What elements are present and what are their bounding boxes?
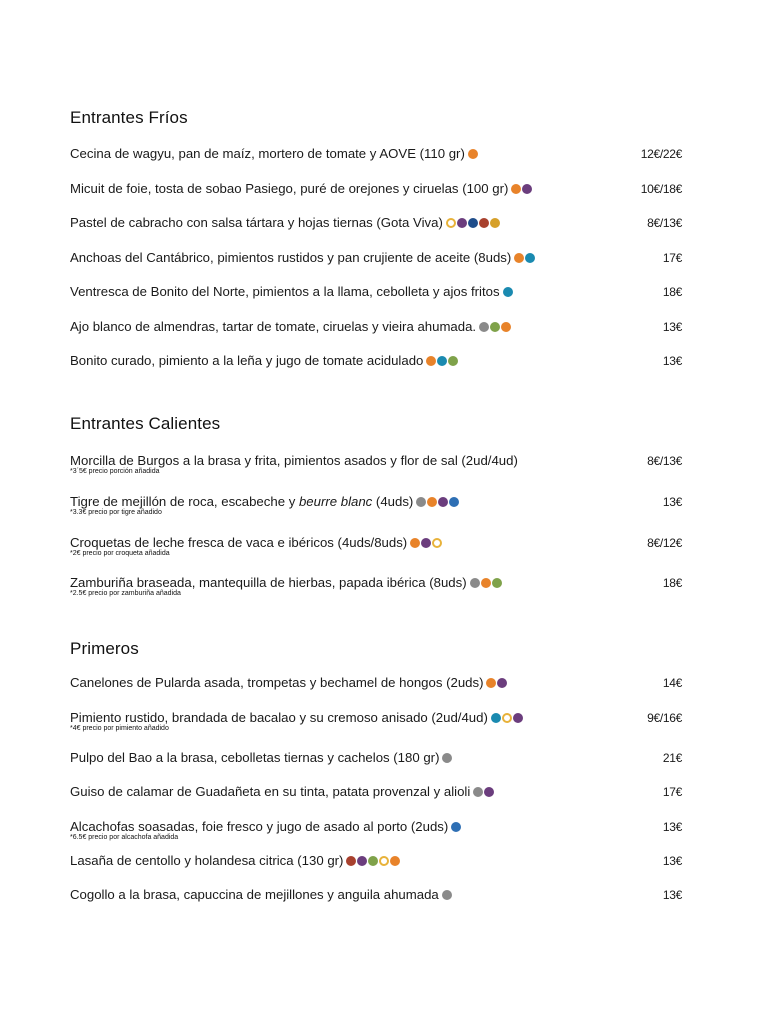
item-description [70, 284, 513, 300]
yellow-allergen-icon [446, 218, 456, 228]
menu-item [70, 353, 682, 369]
item-price: 8€/12€ [647, 536, 682, 550]
item-note: *6.5€ precio por alcachofa añadida [70, 834, 179, 841]
yellow-allergen-icon [432, 538, 442, 548]
purple-allergen-icon [513, 713, 523, 723]
allergen-icons [514, 253, 535, 263]
orange-allergen-icon [426, 356, 436, 366]
item-price: 13€ [662, 820, 682, 834]
menu-item [70, 181, 682, 197]
allergen-icons [470, 578, 502, 588]
allergen-icons [346, 856, 400, 866]
item-name: Tigre de mejillón de roca, escabeche y [70, 494, 299, 509]
red-allergen-icon [346, 856, 356, 866]
item-price: 10€/18€ [640, 182, 682, 196]
purple-allergen-icon [438, 497, 448, 507]
item-description [70, 675, 507, 691]
gray-allergen-icon [479, 322, 489, 332]
allergen-icons [416, 497, 459, 507]
item-description [70, 181, 532, 197]
item-description [70, 784, 494, 800]
item-line [70, 853, 682, 869]
item-note: *3.3€ precio por tigre añadido [70, 509, 162, 516]
item-description [70, 887, 452, 903]
item-line [70, 319, 682, 335]
item-name: Guiso de calamar de Guadañeta en su tinta, patata provenzal y alioli [70, 784, 471, 799]
item-name: Zamburiña braseada, mantequilla de hierbas, papada ibérica (8uds) [70, 575, 467, 590]
item-price: 12€/22€ [640, 147, 682, 161]
item-name: Ajo blanco de almendras, tartar de tomate, ciruelas y vieira ahumada. [70, 319, 477, 334]
blue-dark-allergen-icon [468, 218, 478, 228]
gray-allergen-icon [473, 787, 483, 797]
item-name: Anchoas del Cantábrico, pimientos rustidos y pan crujiente de aceite (8uds) [70, 250, 512, 265]
menu-item [70, 819, 682, 842]
item-note: *2€ precio por croqueta añadida [70, 550, 170, 557]
teal-allergen-icon [525, 253, 535, 263]
menu-item [70, 535, 682, 558]
item-name: Pimiento rustido, brandada de bacalao y su cremoso anisado (2ud/4ud) [70, 710, 488, 725]
allergen-icons [426, 356, 458, 366]
item-name: Alcachofas soasadas, foie fresco y jugo de asado al porto (2uds) [70, 819, 449, 834]
orange-allergen-icon [501, 322, 511, 332]
item-price: 13€ [662, 888, 682, 902]
item-line [70, 215, 682, 231]
item-price: 21€ [662, 751, 682, 765]
orange-allergen-icon [481, 578, 491, 588]
blue-allergen-icon [449, 497, 459, 507]
ochre-allergen-icon [490, 218, 500, 228]
gray-allergen-icon [442, 890, 452, 900]
orange-allergen-icon [410, 538, 420, 548]
item-price: 17€ [662, 251, 682, 265]
item-description [70, 710, 523, 726]
item-price: 8€/13€ [647, 454, 682, 468]
item-price: 18€ [662, 285, 682, 299]
blue-allergen-icon [451, 822, 461, 832]
item-name: Croquetas de leche fresca de vaca e ibéricos (4uds/8uds) [70, 535, 408, 550]
orange-allergen-icon [427, 497, 437, 507]
menu-item [70, 453, 682, 476]
item-description [70, 853, 400, 869]
menu-item [70, 494, 682, 517]
item-price: 14€ [662, 676, 682, 690]
menu-item [70, 853, 682, 869]
purple-allergen-icon [522, 184, 532, 194]
item-price: 13€ [662, 854, 682, 868]
item-description [70, 819, 461, 835]
menu-item [70, 784, 682, 800]
purple-allergen-icon [497, 678, 507, 688]
purple-allergen-icon [457, 218, 467, 228]
menu-item [70, 284, 682, 300]
item-price: 8€/13€ [647, 216, 682, 230]
item-name: Canelones de Pularda asada, trompetas y bechamel de hongos (2uds) [70, 675, 484, 690]
yellow-allergen-icon [502, 713, 512, 723]
green-allergen-icon [490, 322, 500, 332]
purple-allergen-icon [357, 856, 367, 866]
green-allergen-icon [492, 578, 502, 588]
purple-allergen-icon [421, 538, 431, 548]
item-line [70, 494, 682, 510]
allergen-icons [511, 184, 532, 194]
orange-allergen-icon [486, 678, 496, 688]
item-note: *3´5€ precio porción añadida [70, 468, 160, 475]
item-name-italic: beurre blanc [298, 494, 373, 509]
orange-allergen-icon [390, 856, 400, 866]
item-price: 13€ [662, 495, 682, 509]
allergen-icons [442, 890, 452, 900]
item-name-tail: (4uds) [372, 494, 414, 509]
item-line [70, 535, 682, 551]
item-note: *2.5€ precio por zamburiña añadida [70, 590, 181, 597]
allergen-icons [451, 822, 461, 832]
green-allergen-icon [368, 856, 378, 866]
item-description [70, 575, 502, 591]
item-line [70, 675, 682, 691]
allergen-icons [473, 787, 494, 797]
allergen-icons [503, 287, 513, 297]
item-line [70, 284, 682, 300]
item-description [70, 535, 442, 551]
item-name: Cecina de wagyu, pan de maíz, mortero de tomate y AOVE (110 gr) [70, 146, 465, 161]
item-price: 17€ [662, 785, 682, 799]
allergen-icons [410, 538, 442, 548]
menu-item [70, 710, 682, 733]
allergen-icons [479, 322, 511, 332]
section-title-entrantes-calientes: Entrantes Calientes [70, 414, 221, 433]
menu-item [70, 675, 682, 691]
item-description [70, 353, 458, 369]
item-name: Micuit de foie, tosta de sobao Pasiego, puré de orejones y ciruelas (100 gr) [70, 181, 509, 196]
teal-allergen-icon [437, 356, 447, 366]
item-line [70, 819, 682, 835]
purple-allergen-icon [484, 787, 494, 797]
allergen-icons [486, 678, 507, 688]
orange-allergen-icon [511, 184, 521, 194]
item-description [70, 215, 500, 231]
item-description [70, 453, 518, 469]
menu-item [70, 250, 682, 266]
menu-item [70, 146, 682, 162]
item-line [70, 750, 682, 766]
item-price: 13€ [662, 354, 682, 368]
item-name: Cogollo a la brasa, capuccina de mejillones y anguila ahumada [70, 887, 439, 902]
item-price: 9€/16€ [647, 711, 682, 725]
item-description [70, 319, 511, 335]
item-name: Pastel de cabracho con salsa tártara y hojas tiernas (Gota Viva) [70, 215, 443, 230]
gray-allergen-icon [470, 578, 480, 588]
item-price: 13€ [662, 320, 682, 334]
teal-allergen-icon [491, 713, 501, 723]
allergen-icons [491, 713, 523, 723]
orange-allergen-icon [468, 149, 478, 159]
item-line [70, 710, 682, 726]
section-title-primeros: Primeros [70, 639, 139, 658]
item-name: Bonito curado, pimiento a la leña y jugo de tomate acidulado [70, 353, 424, 368]
item-line [70, 784, 682, 800]
allergen-icons [468, 149, 478, 159]
allergen-icons [442, 753, 452, 763]
item-price: 18€ [662, 576, 682, 590]
item-line [70, 353, 682, 369]
menu-item [70, 887, 682, 903]
menu-item [70, 575, 682, 598]
item-name: Morcilla de Burgos a la brasa y frita, pimientos asados y flor de sal (2ud/4ud) [70, 453, 518, 468]
section-title-entrantes-frios: Entrantes Fríos [70, 108, 188, 127]
item-name: Ventresca de Bonito del Norte, pimientos a la llama, cebolleta y ajos fritos [70, 284, 500, 299]
allergen-icons [446, 218, 500, 228]
yellow-allergen-icon [379, 856, 389, 866]
item-description [70, 146, 478, 162]
item-description [70, 250, 535, 266]
item-description [70, 494, 459, 510]
item-line [70, 146, 682, 162]
item-line [70, 453, 682, 469]
gray-allergen-icon [442, 753, 452, 763]
menu-item [70, 750, 682, 766]
item-line [70, 575, 682, 591]
item-note: *4€ precio por pimiento añadido [70, 725, 169, 732]
teal-allergen-icon [503, 287, 513, 297]
item-name: Pulpo del Bao a la brasa, cebolletas tiernas y cachelos (180 gr) [70, 750, 440, 765]
red-allergen-icon [479, 218, 489, 228]
item-line [70, 181, 682, 197]
orange-allergen-icon [514, 253, 524, 263]
green-allergen-icon [448, 356, 458, 366]
item-description [70, 750, 452, 766]
item-name: Lasaña de centollo y holandesa citrica (130 gr) [70, 853, 344, 868]
item-line [70, 250, 682, 266]
gray-allergen-icon [416, 497, 426, 507]
menu-item [70, 319, 682, 335]
menu-item [70, 215, 682, 231]
item-line [70, 887, 682, 903]
